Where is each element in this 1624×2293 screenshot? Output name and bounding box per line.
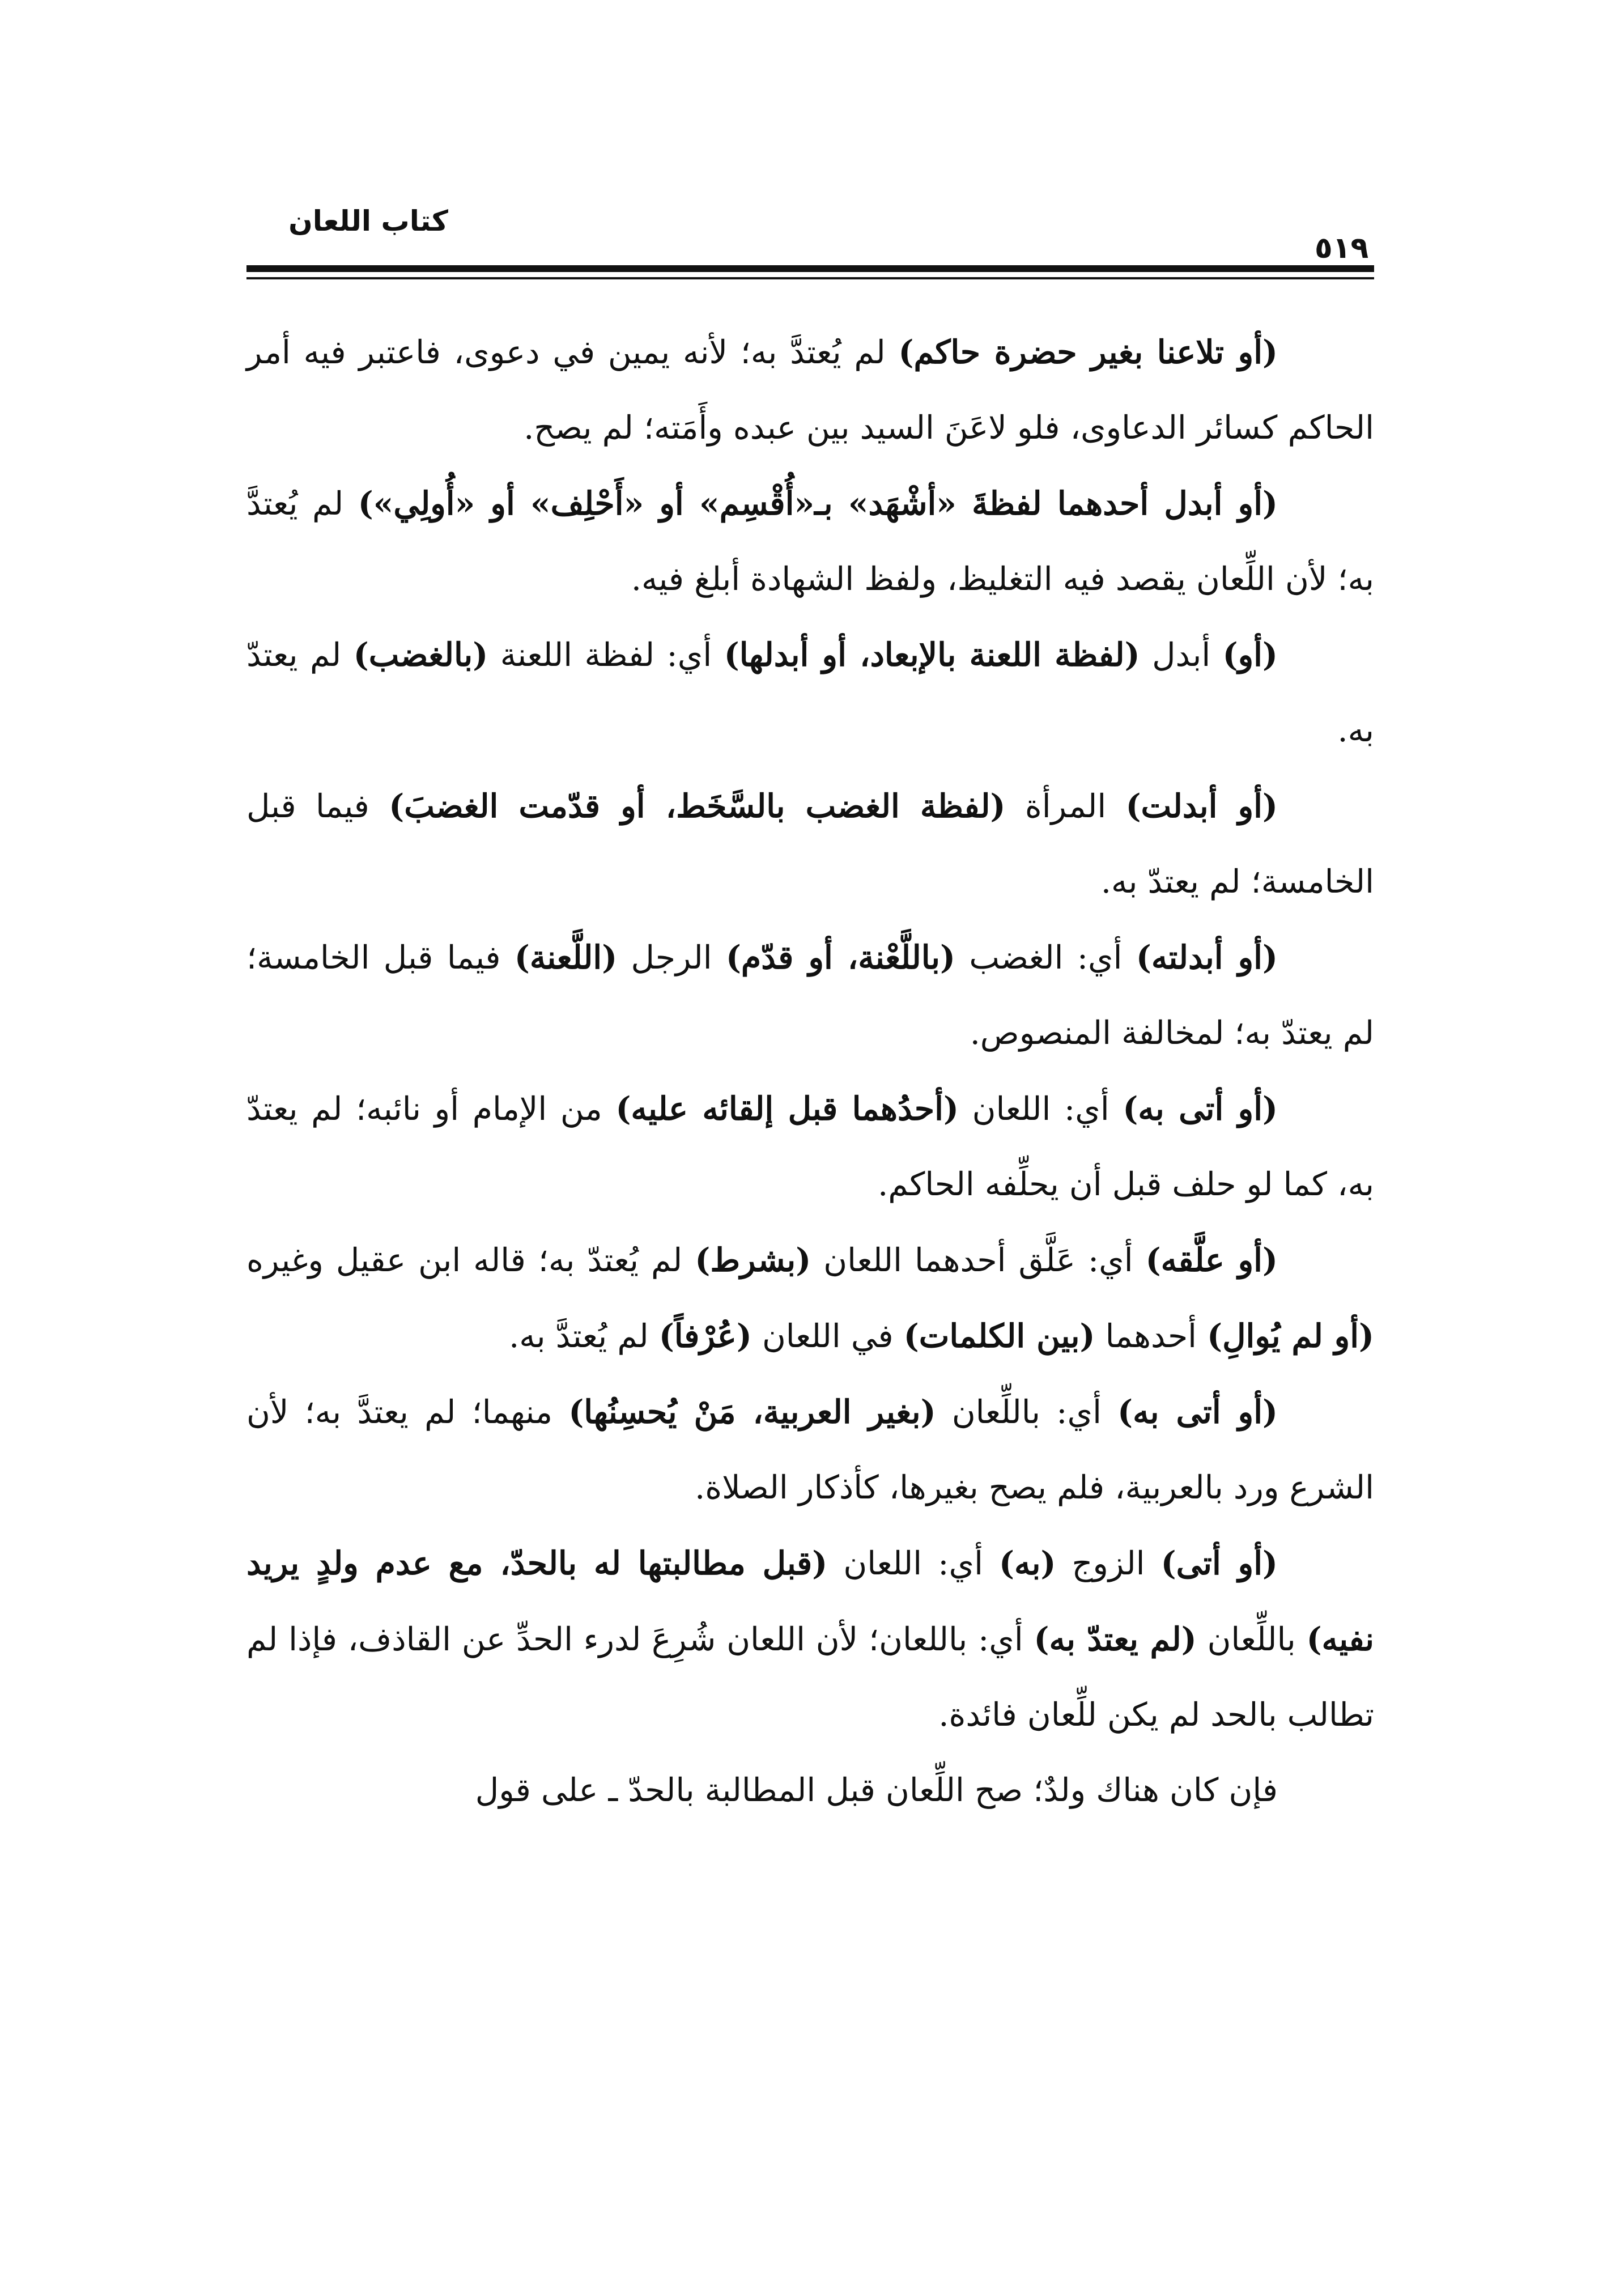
paragraph [246, 768, 1374, 920]
bold-span: (لفظة اللعنة بالإبعاد، أو أبدلها) [724, 636, 1140, 674]
bold-span: (أو أبدلت) [1125, 787, 1278, 825]
body-text [246, 315, 1374, 1828]
paragraph [246, 920, 1374, 1071]
text-span: أي: اللعان [827, 1545, 1000, 1582]
paragraph [246, 466, 1374, 617]
text-span: أحدهما [1095, 1318, 1208, 1355]
bold-span: (باللَّعْنة، أو قدّم) [725, 939, 956, 976]
text-span: لم يعتدّ به. [246, 636, 1374, 749]
bold-span: (أو أتى) [1160, 1544, 1278, 1582]
paragraph [246, 1222, 1374, 1374]
paragraph [246, 315, 1374, 466]
text-span: باللِّعان [1196, 1621, 1307, 1658]
bold-span: (أو علَّقه) [1145, 1241, 1278, 1279]
text-span: لم يُعتدّ به؛ قاله ابن عقيل وغيره [246, 1242, 695, 1279]
bold-span: (بالغضب) [353, 636, 488, 674]
text-span: المرأة [1005, 788, 1126, 825]
text-span: في اللعان [751, 1318, 904, 1355]
bold-span: (قبل مطالبتها له بالحدّ، مع عدم ولدٍ يريد نفيه) [246, 1544, 1375, 1658]
bold-span: (لم يعتدّ به) [1034, 1620, 1197, 1658]
paragraph [246, 1071, 1374, 1222]
header-rule-thin [246, 277, 1374, 279]
running-header-title: كتاب اللعان [288, 205, 448, 237]
bold-span: (اللَّعنة) [514, 939, 618, 976]
text-span: أي: عَلَّق أحدهما اللعان [811, 1242, 1146, 1279]
bold-span: (به) [999, 1544, 1056, 1582]
text-span: من الإمام أو نائبه؛ لم يعتدّ به، كما لو حلف قبل أن يحلِّفه الحاكم. [246, 1090, 1374, 1203]
text-span: أي: الغضب [955, 939, 1136, 976]
paragraph [246, 1374, 1374, 1526]
text-span: أبدل [1140, 636, 1223, 674]
text-span: أي: باللعان؛ لأن اللعان شُرِعَ لدرء الحدِّ عن القاذف، فإذا لم تطالب بالحد لم يكن للِّعان فائدة. [246, 1621, 1374, 1734]
bold-span: (أو أبدلته) [1136, 939, 1278, 976]
bold-span: (لفظة الغضب بالسَّخَط، أو قدّمت الغضبَ) [389, 787, 1006, 825]
text-span: الرجل [617, 939, 726, 976]
bold-span: (أو تلاعنا بغير حضرة حاكم) [898, 333, 1278, 371]
bold-span: (أو أبدل أحدهما لفظةَ «أشْهَد» بـ«أُقْسِم» أو «أَحْلِف» أو «أُولِي») [358, 485, 1278, 523]
text-span: لم يُعتدَّ به؛ لأن اللِّعان يقصد فيه التغليظ، ولفظ الشهادة أبلغ فيه. [246, 485, 1374, 598]
bold-span: (أو أتى به) [1117, 1393, 1278, 1431]
bold-span: (أو لم يُوالِ) [1207, 1317, 1374, 1355]
text-span: فإن كان هناك ولدٌ؛ صح اللِّعان قبل المطالبة بالحدّ ـ على قول [475, 1772, 1278, 1809]
text-span: منهما؛ لم يعتدَّ به؛ لأن الشرع ورد بالعربية، فلم يصح بغيرها، كأذكار الصلاة. [246, 1394, 1374, 1506]
bold-span: (عُرْفاً) [658, 1317, 752, 1355]
text-span: الزوج [1056, 1545, 1161, 1582]
bold-span: (بين الكلمات) [903, 1317, 1095, 1355]
paragraph [246, 617, 1374, 768]
text-span: أي: اللعان [958, 1090, 1123, 1128]
page-number: ٥١٩ [1315, 231, 1369, 265]
text-span: أي: لفظة اللعنة [488, 636, 724, 674]
bold-span: (أو أتى به) [1123, 1090, 1278, 1128]
header-rule-thick [246, 265, 1374, 272]
bold-span: (بشرط) [695, 1241, 811, 1279]
paragraph [246, 1526, 1374, 1753]
text-span: لم يُعتدَّ به؛ لأنه يمين في دعوى، فاعتبر فيه أمر الحاكم كسائر الدعاوى، فلو لاعَنَ السيد بين عبده وأَمَته؛ لم يصح. [246, 334, 1374, 447]
text-span: أي: باللِّعان [936, 1394, 1118, 1431]
paragraph [246, 1753, 1374, 1828]
bold-span: (أو) [1222, 636, 1278, 674]
bold-span: (أحدُهما قبل إلقائه عليه) [615, 1090, 959, 1128]
bold-span: (بغير العربية، مَنْ يُحسِنُها) [568, 1393, 936, 1431]
text-span: لم يُعتدَّ به. [509, 1318, 659, 1355]
text-span: فيما قبل الخامسة؛ لم يعتدّ به. [246, 788, 1374, 901]
text-span: فيما قبل الخامسة؛ لم يعتدّ به؛ لمخالفة المنصوص. [246, 939, 1374, 1052]
